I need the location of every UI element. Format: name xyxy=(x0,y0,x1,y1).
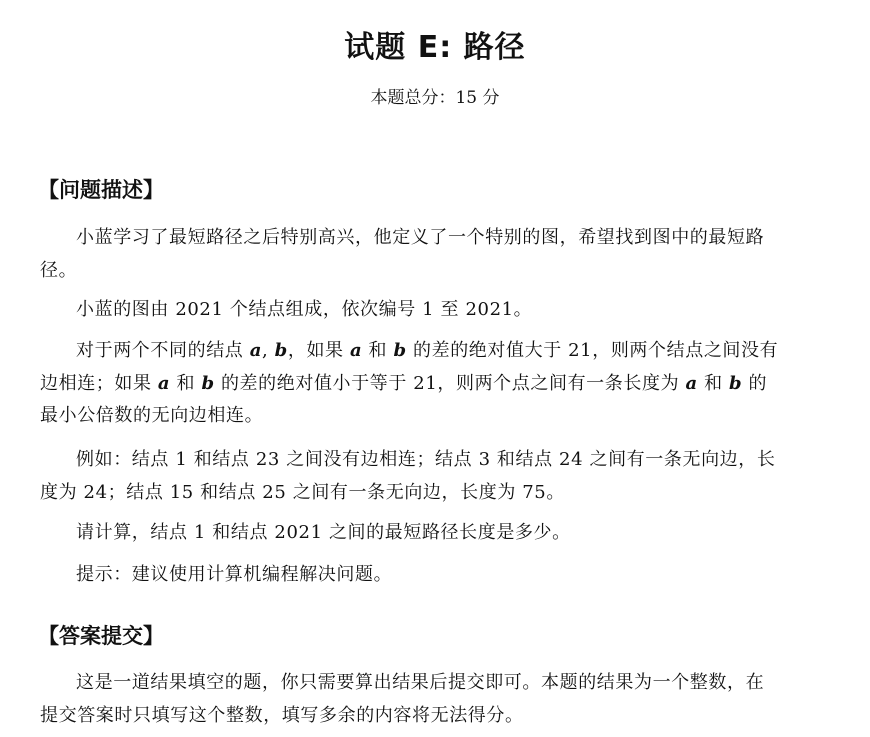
variable-a: a xyxy=(249,340,262,361)
paragraph-text: 的差的绝对值小于等于 21，则两个点之间有一条长度为 xyxy=(214,372,686,394)
variable-a: a xyxy=(157,372,171,394)
description-paragraph-5: 请计算，结点 1 和结点 2021 之间的最短路径长度是多少。 xyxy=(76,522,571,543)
paragraph-text: 和 xyxy=(362,340,394,361)
paragraph-text: , xyxy=(262,340,275,361)
description-paragraph-2: 小蓝的图由 2021 个结点组成，依次编号 1 至 2021。 xyxy=(76,299,533,320)
description-paragraph-6: 提示：建议使用计算机编程解决问题。 xyxy=(76,564,393,585)
variable-a: a xyxy=(349,340,363,361)
variable-b: b xyxy=(393,340,407,361)
problem-description-heading: 【问题描述】 xyxy=(38,178,164,202)
answer-paragraph-1: 这是一道结果填空的题，你只需要算出结果后提交即可。本题的结果为一个整数，在提交答案时只填写这个整数，填写多余的内容将无法得分。 xyxy=(40,672,765,726)
variable-b: b xyxy=(729,372,743,394)
paragraph-text: 的最小公倍数的无向边相连。 xyxy=(40,372,768,426)
variable-b: b xyxy=(201,372,215,394)
variable-b: b xyxy=(274,340,288,361)
paragraph-text: 的差的绝对值大于 21，则两个结点之间没有边相连；如果 xyxy=(40,340,779,394)
variable-a: a xyxy=(685,372,698,394)
answer-submission-heading: 【答案提交】 xyxy=(38,624,164,648)
paragraph-text: ，如果 xyxy=(287,340,350,361)
description-paragraph-1: 小蓝学习了最短路径之后特别高兴，他定义了一个特别的图，希望找到图中的最短路径。 xyxy=(40,227,765,281)
problem-title: 试题 E: 路径 xyxy=(344,30,526,65)
description-paragraph-4: 例如：结点 1 和结点 23 之间没有边相连；结点 3 和结点 24 之间有一条无向边，长度为 24；结点 15 和结点 25 之间有一条无向边，长度为 75。 xyxy=(40,449,776,503)
paragraph-text: 和 xyxy=(697,372,730,394)
problem-score: 本题总分：15 分 xyxy=(370,88,500,108)
paragraph-text: 和 xyxy=(170,372,202,394)
description-paragraph-3 xyxy=(40,335,780,433)
paragraph-text: 对于两个不同的结点 xyxy=(76,340,250,361)
